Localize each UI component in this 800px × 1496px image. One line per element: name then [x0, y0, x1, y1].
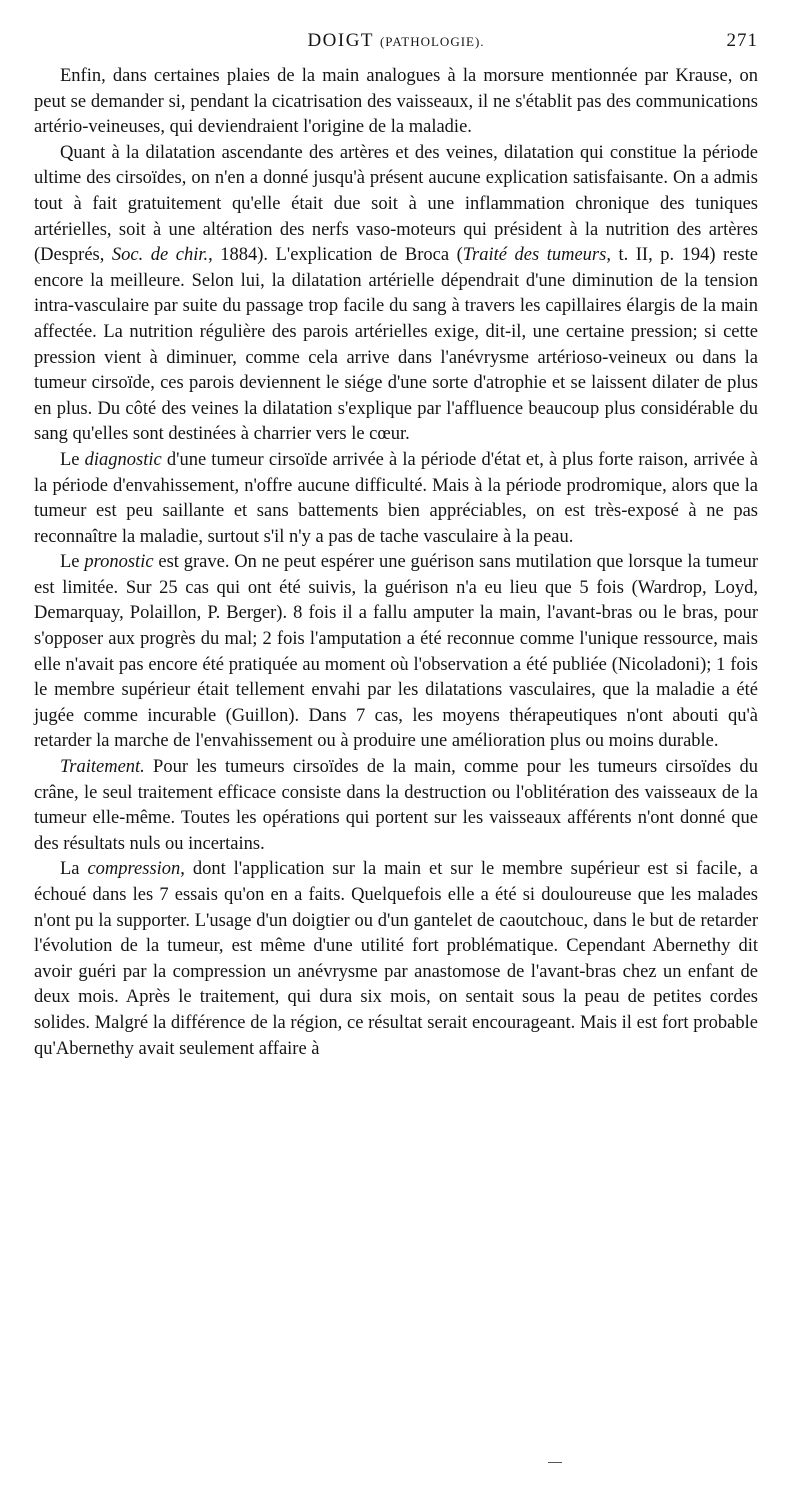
- paragraph-dilatation: [34, 141, 758, 448]
- term-pronostic: pronostic: [84, 552, 154, 573]
- citation-soc-chir: Soc. de chir.: [111, 245, 209, 266]
- paragraph-text: Le: [60, 449, 85, 470]
- paragraph-krause: [34, 64, 758, 141]
- term-diagnostic: diagnostic: [84, 449, 162, 470]
- paragraph-diagnostic: [34, 448, 758, 550]
- paragraph-compression: [34, 857, 758, 1062]
- running-head: [34, 30, 758, 52]
- paragraph-text: , dont l'application sur la main et sur le membre supérieur est si facile, a échoué dans les 7 essais qu'on en a faits. Quelquefois elle a été si douloureuse que les malades n'ont pu la supporter. L'usage d'un doigtier ou d'un gantelet de caoutchouc, dans le but de retarder l'évolution de la tumeur, est même d'une utilité fort problématique. Cependant Abernethy dit avoir guéri par la compression un anévrysme par anastomose de l'avant-bras chez un enfant de deux mois. Après le traitement, qui dura six mois, on sentait sous la peau de petites cordes solides. Malgré la différence de la région, ce résultat serait encourageant. Mais il est fort probable qu'Abernethy avait seulement affaire à: [34, 859, 758, 1059]
- page-header: [34, 30, 758, 60]
- term-compression: compression: [87, 859, 181, 880]
- citation-traite-tumeurs: Traité des tumeurs: [462, 245, 607, 266]
- paragraph-text: , 1884). L'explication de Broca (: [208, 245, 463, 266]
- paragraph-text: Quant à la dilatation ascendante des artères et des veines, dilatation qui constitue la période ultime des cirsoïdes, on n'en a donné jusqu'à présent aucune explication satisfaisante. On a admis tout à fait gratuitement qu'elle était due soit à une inflammation chronique des tuniques artérielles, soit à une altération des nerfs vaso-moteurs qui président à la nutrition des artères (Després,: [34, 142, 758, 266]
- running-title: DOIGT: [307, 30, 374, 51]
- paragraph-text: La: [60, 859, 88, 880]
- paragraph-traitement: [34, 755, 758, 857]
- paragraph-text: Le: [60, 552, 85, 573]
- term-traitement: Traitement.: [60, 757, 145, 778]
- page-number: 271: [726, 30, 758, 51]
- paragraph-text: , t. II, p. 194) reste encore la meilleure. Selon lui, la dilatation artérielle dépendrait d'une diminution de la tension intra-vasculaire par suite du passage trop facile du sang à travers les capillaires élargis de la main affectée. La nutrition régulière des parois artérielles exige, dit-il, une certaine pression; si cette pression vient à diminuer, comme cela arrive dans l'anévrysme artérioso-veineux ou dans la tumeur cirsoïde, ces parois deviennent le siége d'une sorte d'atrophie et se laissent dilater de plus en plus. Du côté des veines la dilatation s'explique par l'affluence beaucoup plus considérable du sang qu'elles sont destinées à charrier vers le cœur.: [34, 245, 758, 445]
- paragraph-text: d'une tumeur cirsoïde arrivée à la période d'état et, à plus forte raison, arrivée à la période d'envahissement, n'offre aucune difficulté. Mais à la période prodromique, alors que la tumeur est peu saillante et sans battements bien appréciables, on est très-exposé à ne pas reconnaître la maladie, surtout s'il n'y a pas de tache vasculaire à la peau.: [34, 449, 759, 547]
- paragraph-text: Enfin, dans certaines plaies de la main analogues à la morsure mentionnée par Krause, on peut se demander si, pendant la cicatrisation des vaisseaux, il ne s'établit pas des communications artério-veineuses, qui deviendraient l'origine de la maladie.: [34, 66, 758, 138]
- printer-mark: [548, 1462, 562, 1463]
- running-subtitle: (PATHOLOGIE).: [379, 34, 485, 49]
- paragraph-pronostic: [34, 550, 758, 755]
- paragraph-text: est grave. On ne peut espérer une guérison sans mutilation que lorsque la tumeur est limitée. Sur 25 cas qui ont été suivis, la guérison n'a eu lieu que 5 fois (Wardrop, Loyd, Demarquay, Polaillon, P. Berger). 8 fois il a fallu amputer la main, l'avant-bras ou le bras, pour s'opposer aux progrès du mal; 2 fois l'amputation a été reconnue comme l'unique ressource, mais elle n'avait pas encore été pratiquée au moment où l'observation a été publiée (Nicoladoni); 1 fois le membre supérieur était tellement envahi par les dilatations vasculaires, que la maladie a été jugée comme incurable (Guillon). Dans 7 cas, les moyens thérapeutiques n'ont abouti qu'à retarder la marche de l'envahissement ou à produire une amélioration plus ou moins durable.: [34, 552, 758, 752]
- body-text: [34, 64, 758, 1062]
- paragraph-text: Pour les tumeurs cirsoïdes de la main, comme pour les tumeurs cirsoïdes du crâne, le seul traitement efficace consiste dans la destruction ou l'oblitération des vaisseaux de la tumeur elle-même. Toutes les opérations qui portent sur les vaisseaux afférents n'ont donné que des résultats nuls ou incertains.: [34, 757, 758, 854]
